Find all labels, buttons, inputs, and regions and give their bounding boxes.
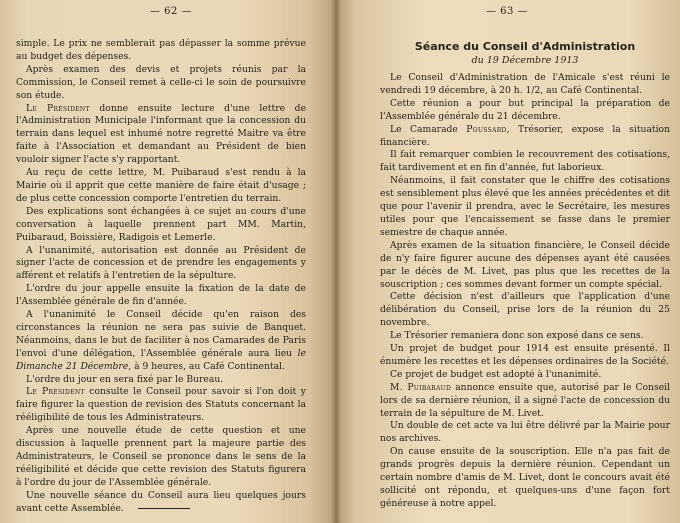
left-page xyxy=(0,0,336,523)
right-page xyxy=(336,0,680,523)
paragraph-text: , Trésorier, expose la situation financière. xyxy=(380,123,670,148)
puibaraud-label: M. Puibaraud xyxy=(390,381,452,393)
paragraph-text: donne ensuite lecture d'une lettre de l'Administration Municipale l'informant que la concession du terrain dans lequel est inhumé notre regretté Maitre va être faite à l'Association et demandant au Président de bien vouloir signer l'acte s'y rapportant. xyxy=(16,102,307,166)
paragraph xyxy=(380,124,670,150)
paragraph-text: A l'unanimité le Conseil décide qu'en raison des circonstances la réunion ne sera pas suivie de Banquet. Néanmoins, dans le but de faciliter à nos Camarades de Paris l'envoi d'une délégation, l'Assemblée générale aura lieu xyxy=(16,309,306,359)
paragraph-text: annonce ensuite que, autorisé par le Conseil lors de sa dernière réunion, il a signé l'acte de concession du terrain de la sépulture de M. Livet. xyxy=(380,381,671,419)
paragraph: Des explications sont échangées à ce sujet au cours d'une conversation à laquelle prennent part MM. Martin, Puibaraud, Boissière, Radigois et Lemerle. xyxy=(16,205,306,243)
paragraph xyxy=(16,490,306,516)
section-title: Séance du Conseil d'Administration xyxy=(414,40,636,53)
paragraph: L'ordre du jour appelle ensuite la fixation de la date de l'Assemblée générale de fin d'année. xyxy=(16,283,306,308)
right-page-body xyxy=(380,72,670,511)
paragraph: A l'unanimité, autorisation est donnée au Président de signer l'acte de concession et de prendre les engagements y afférent et relatifs à l'entretien de la sépulture. xyxy=(16,244,306,282)
paragraph: Le Trésorier remaniera donc son exposé dans ce sens. xyxy=(390,330,644,342)
president-label: Le Président xyxy=(26,102,90,114)
paragraph: Le Conseil d'Administration de l'Amicale s'est réuni le vendredi 19 décembre, à 20 h. 1/2, au Café Continental. xyxy=(380,72,670,96)
meeting-date: le Dimanche 21 Décembre xyxy=(16,347,306,372)
paragraph: Cette réunion a pour but principal la préparation de l'Assemblée générale du 21 décembre. xyxy=(380,97,670,122)
paragraph: Il fait remarquer combien le recouvrement des cotisations, fait tardivement et en fin d'année, fut laborieux. xyxy=(380,149,670,174)
closing-rule xyxy=(138,508,190,509)
treasurer-prefix: Le Camarade xyxy=(390,123,458,135)
paragraph: Après une nouvelle étude de cette question et une discussion à laquelle prennent part la majeure partie des Administrateurs, le Conseil se prononce dans le sens de la rééligibilité et décide que cette revision des Statuts figurera à l'ordre du jour de l'Assemblée générale. xyxy=(16,425,306,488)
paragraph: Un projet de budget pour 1914 est ensuite présenté. Il énumère les recettes et les dépenses ordinaires de la Société. xyxy=(380,343,670,367)
page-number-62: — 62 — xyxy=(150,6,193,17)
book-gutter xyxy=(331,0,341,523)
paragraph: Un double de cet acte va lui être délivré par la Mairie pour nos archives. xyxy=(380,420,670,445)
paragraph: On cause ensuite de la souscription. Elle n'a pas fait de grands progrès depuis la dernière réunion. Cependant un certain nombre d'amis de M. Livet, dont le concours avait été sollicité ont répondu, et quelques-uns d'une façon fort généreuse à notre appel. xyxy=(380,446,670,509)
paragraph: simple. Le prix ne semblerait pas dépasser la somme prévue au budget des dépenses. xyxy=(16,38,306,62)
paragraph: Au reçu de cette lettre, M. Puibaraud s'est rendu à la Mairie où il apprit que cette manière de faire était d'usage ; de plus cette concession comporte l'entretien du terrain. xyxy=(16,167,306,204)
paragraph: Néanmoins, il fait constater que le chiffre des cotisations est sensiblement plus élevé que les années précédentes et dit que pour l'avenir il prendra, avec le Secrétaire, les mesures utiles pour que l'encaissement se fasse dans le premier semestre de chaque année. xyxy=(380,175,670,238)
paragraph xyxy=(380,382,670,421)
president-label: Le Président xyxy=(26,386,85,398)
paragraph-text: consulte le Conseil pour savoir si l'on doit y faire figurer la question de revision des Statuts concernant la rééligibilité de tous les Administrateurs. xyxy=(16,386,307,424)
paragraph: Après examen de la situation financière, le Conseil décide de n'y faire figurer aucune des dépenses ayant été causées par le décès de M. Livet, pas plus que les recettes de la souscription ; ces sommes devant former un compte spécial. xyxy=(380,239,670,290)
page-number-63: — 63 — xyxy=(486,6,529,17)
paragraph-text: Une nouvelle séance du Conseil aura lieu quelques jours avant cette Assemblée. xyxy=(16,489,306,514)
paragraph: Ce projet de budget est adopté à l'unanimité. xyxy=(390,368,602,380)
paragraph: Après examen des devis et projets réunis par la Commission, le Conseil remet à celle-ci le soin de poursuivre son étude. xyxy=(16,63,306,101)
section-subtitle: du 19 Décembre 1913 xyxy=(471,55,579,66)
treasurer-name: Poussard xyxy=(466,123,507,135)
meeting-date-tail: , à 9 heures, au Café Continental. xyxy=(128,360,285,372)
paragraph: Cette décision n'est d'ailleurs que l'application d'une délibération du Conseil, prise lors de la réunion du 25 novembre. xyxy=(380,291,670,329)
paragraph: L'ordre du jour en sera fixé par le Bureau. xyxy=(26,373,224,385)
paragraph xyxy=(16,103,306,168)
paragraph xyxy=(16,386,306,425)
left-page-body xyxy=(16,38,306,516)
paragraph xyxy=(16,309,306,374)
